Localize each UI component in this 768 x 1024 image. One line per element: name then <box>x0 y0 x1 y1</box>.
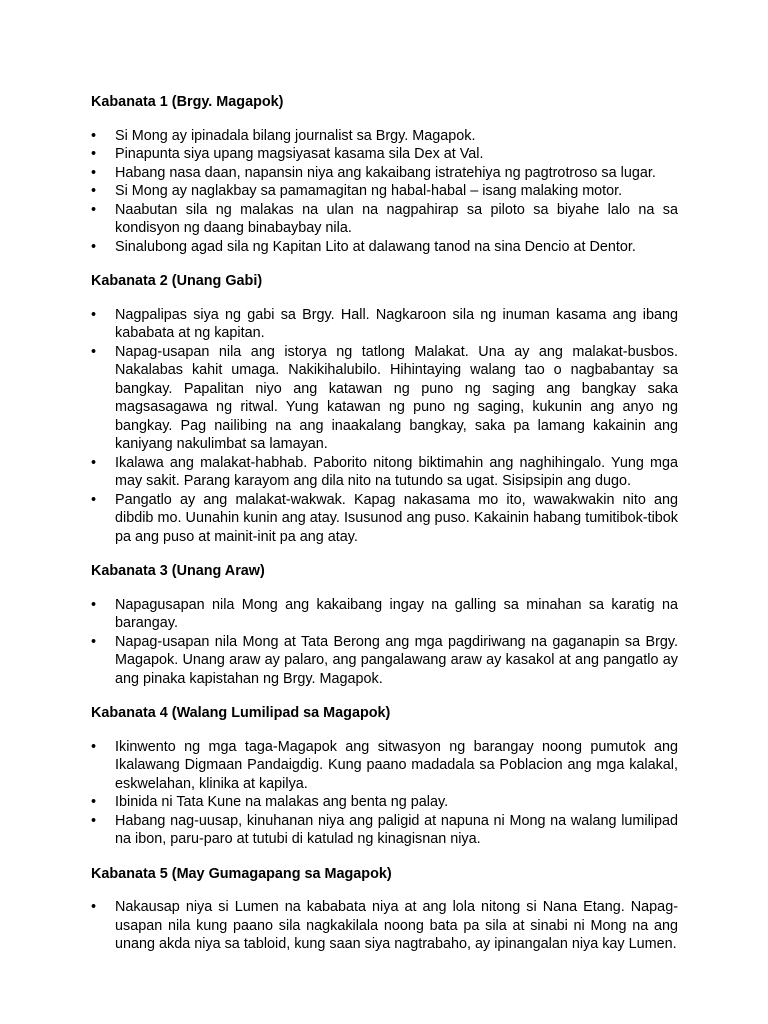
list-item-text: Sinalubong agad sila ng Kapitan Lito at dalawang tanod na sina Dencio at Dentor. <box>115 238 636 255</box>
bullet-icon: • <box>91 201 97 218</box>
bullet-list <box>91 306 678 547</box>
list-item-text: Napagusapan nila Mong ang kakaibang ingay na galling sa minahan sa karatig na barangay. <box>115 596 678 631</box>
chapter-section <box>91 93 678 256</box>
list-item <box>91 127 678 146</box>
list-item <box>91 596 678 633</box>
list-item <box>91 182 678 201</box>
chapter-heading: Kabanata 1 (Brgy. Magapok) <box>91 94 284 110</box>
chapter-heading: Kabanata 4 (Walang Lumilipad sa Magapok) <box>91 705 391 721</box>
bullet-icon: • <box>91 127 97 144</box>
list-item-text: Naabutan sila ng malakas na ulan na nagpahirap sa piloto sa biyahe lalo na sa kondisyon ng daang binabaybay nila. <box>115 201 678 236</box>
bullet-icon: • <box>91 738 97 755</box>
chapter-heading: Kabanata 2 (Unang Gabi) <box>91 273 263 289</box>
bullet-icon: • <box>91 491 97 508</box>
bullet-icon: • <box>91 146 97 162</box>
list-item-text: Habang nag-uusap, kinuhanan niya ang paligid at napuna ni Mong na walang lumilipad na ibon, paru-paro at tutubi di katulad ng kinagisnan niya. <box>115 812 678 847</box>
bullet-list <box>91 738 678 849</box>
list-item <box>91 491 678 547</box>
list-item-text: Habang nasa daan, napansin niya ang kakaibang istratehiya ng pagtrotroso sa lugar. <box>115 164 656 181</box>
list-item <box>91 738 678 794</box>
list-item <box>91 454 678 491</box>
bullet-icon: • <box>91 454 97 471</box>
bullet-list <box>91 596 678 689</box>
chapter-section <box>91 272 678 546</box>
bullet-icon: • <box>91 812 97 829</box>
bullet-icon: • <box>91 633 97 650</box>
list-item <box>91 812 678 849</box>
chapter-section <box>91 865 678 954</box>
list-item-text: Ikinwento ng mga taga-Magapok ang sitwasyon ng barangay noong pumutok ang Ikalawang Digmaan Pandaigdig. Kung paano madadala sa Poblacion ang mga kalakal, eskwelahan, klinika at kapilya. <box>115 738 678 792</box>
list-item <box>91 201 678 238</box>
chapter-section <box>91 704 678 849</box>
list-item-text: Napag-usapan nila Mong at Tata Berong ang mga pagdiriwang na gaganapin sa Brgy. Magapok. Unang araw ay palaro, ang pangalawang araw ay kasakol at ang pangatlo ay ang pinaka kapistahan ng Brgy. Magapok. <box>115 633 678 687</box>
list-item-text: Napag-usapan nila ang istorya ng tatlong Malakat. Una ay ang malakat-busbos. Nakalabas kahit umaga. Nakikihalubilo. Hihintaying walang tao o nagbabantay sa bangkay. Papalitan niyo ang katawan ng puno ng saging ang bangkay saka magsasagawa ng ritwal. Yung katawan ng puno ng saging, kukunin ang anyo ng bangkay. Pag nailibing na ang inaakalang bangkay, saka pa lamang kakainin ang kaniyang nakulimbat sa lamayan. <box>115 343 678 452</box>
list-item-text: Pangatlo ay ang malakat-wakwak. Kapag nakasama mo ito, wawakwakin nito ang dibdib mo. Uunahin kunin ang atay. Isusunod ang puso. Kakainin habang tumitibok-tibok pa ang puso at mainit-init pa ang atay. <box>115 491 678 545</box>
bullet-icon: • <box>91 238 97 255</box>
bullet-list <box>91 898 678 954</box>
list-item <box>91 343 678 454</box>
list-item-text: Ibinida ni Tata Kune na malakas ang benta ng palay. <box>115 794 449 810</box>
list-item <box>91 793 678 812</box>
list-item-text: Si Mong ay naglakbay sa pamamagitan ng habal-habal – isang malaking motor. <box>115 183 623 199</box>
document-page <box>91 93 678 970</box>
list-item-text: Nagpalipas siya ng gabi sa Brgy. Hall. Nagkaroon sila ng inuman kasama ang ibang kababata at ng kapitan. <box>115 306 678 341</box>
list-item-text: Pinapunta siya upang magsiyasat kasama sila Dex at Val. <box>115 146 484 162</box>
bullet-icon: • <box>91 596 97 613</box>
chapter-heading: Kabanata 5 (May Gumagapang sa Magapok) <box>91 865 392 882</box>
list-item-text: Ikalawa ang malakat-habhab. Paborito nitong biktimahin ang naghihingalo. Yung mga may sakit. Parang karayom ang dila nito na tutundo sa ugat. Sisipsipin ang dugo. <box>115 454 678 489</box>
bullet-icon: • <box>91 794 97 810</box>
bullet-icon: • <box>91 164 97 181</box>
bullet-icon: • <box>91 343 97 360</box>
bullet-icon: • <box>91 306 97 323</box>
bullet-list <box>91 127 678 257</box>
list-item-text: Nakausap niya si Lumen na kababata niya at ang lola nitong si Nana Etang. Napag-usapan nila kung paano sila nagkakilala noong bata pa sila at sinabi ni Mong na ang unang akda niya sa tabloid, kung saan siya nagtrabaho, ay ipinangalan niya kay Lumen. <box>115 899 678 952</box>
list-item-text: Si Mong ay ipinadala bilang journalist sa Brgy. Magapok. <box>115 127 476 144</box>
list-item <box>91 306 678 343</box>
list-item <box>91 898 678 954</box>
list-item <box>91 145 678 164</box>
list-item <box>91 633 678 689</box>
bullet-icon: • <box>91 899 97 915</box>
chapter-heading: Kabanata 3 (Unang Araw) <box>91 563 265 579</box>
bullet-icon: • <box>91 183 97 199</box>
chapter-section <box>91 562 678 688</box>
list-item <box>91 238 678 257</box>
list-item <box>91 164 678 183</box>
